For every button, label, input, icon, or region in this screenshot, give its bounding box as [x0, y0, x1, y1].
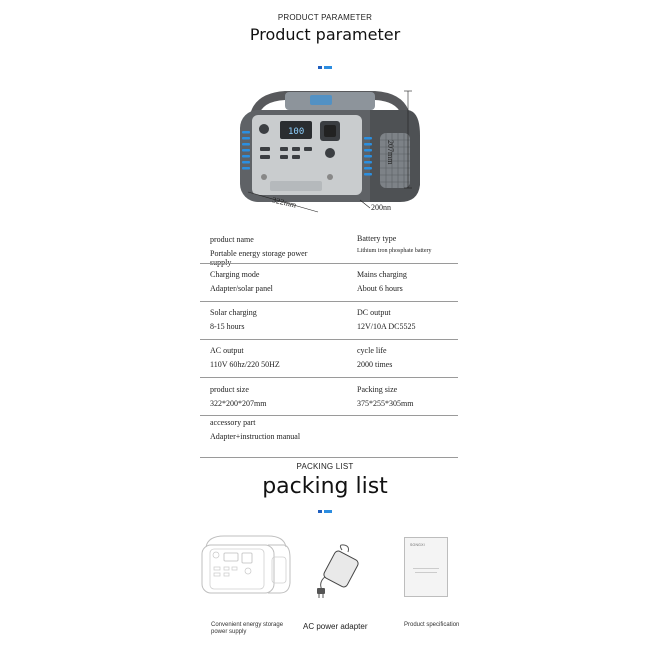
manual-brand: SONGXI	[410, 543, 425, 547]
adapter-image	[314, 542, 370, 600]
spec-value: 375*255*305mm	[357, 399, 414, 408]
page-title: Product parameter	[249, 25, 401, 44]
packing-item-caption: Product specification	[404, 622, 460, 628]
spec-value: Adapter/solar panel	[210, 284, 273, 293]
packing-divider	[318, 510, 332, 513]
spec-row	[200, 264, 458, 302]
spec-row	[200, 416, 458, 454]
spec-label: product name	[210, 235, 254, 244]
spec-value: Adapter+instruction manual	[210, 432, 301, 441]
spec-label: product size	[210, 385, 249, 394]
spec-value: 8-15 hours	[210, 322, 245, 331]
spec-row	[200, 378, 458, 416]
spec-value: Lithium iron phosphate battery	[357, 248, 432, 254]
packing-item-caption: Convenient energy storage power supply	[211, 622, 284, 635]
spec-row	[200, 302, 458, 340]
packing-power-station-image	[198, 533, 294, 597]
spec-row	[200, 340, 458, 378]
spec-label: Battery type	[357, 234, 397, 243]
section-kicker: PRODUCT PARAMETER	[277, 13, 373, 22]
title-divider	[318, 66, 332, 69]
dimension-length: 322mm	[271, 195, 298, 210]
lcd-reading: 100	[288, 127, 305, 137]
dimension-width: 200nn	[371, 203, 391, 212]
spec-label: Charging mode	[210, 270, 260, 279]
spec-value: 322*200*207mm	[210, 399, 267, 408]
spec-value: 110V 60hz/220 50HZ	[210, 360, 280, 369]
spec-value: About 6 hours	[357, 284, 403, 293]
spec-label: AC output	[210, 346, 244, 355]
spec-label: DC output	[357, 308, 391, 317]
dimension-height: 207mm	[386, 140, 395, 165]
spec-label: cycle life	[357, 346, 387, 355]
spec-label: Mains charging	[357, 270, 407, 279]
packing-item-caption: AC power adapter	[303, 622, 368, 631]
spec-value: Portable energy storage power	[210, 249, 308, 258]
spec-row	[200, 226, 458, 264]
packing-title: packing list	[262, 474, 388, 499]
spec-label: accessory part	[210, 418, 256, 427]
packing-kicker: PACKING LIST	[296, 462, 354, 471]
spec-value: 2000 times	[357, 360, 393, 369]
spec-value: 12V/10A DC5525	[357, 322, 416, 331]
manual-image	[404, 537, 448, 597]
spec-label: Packing size	[357, 385, 398, 394]
spec-label: Solar charging	[210, 308, 257, 317]
